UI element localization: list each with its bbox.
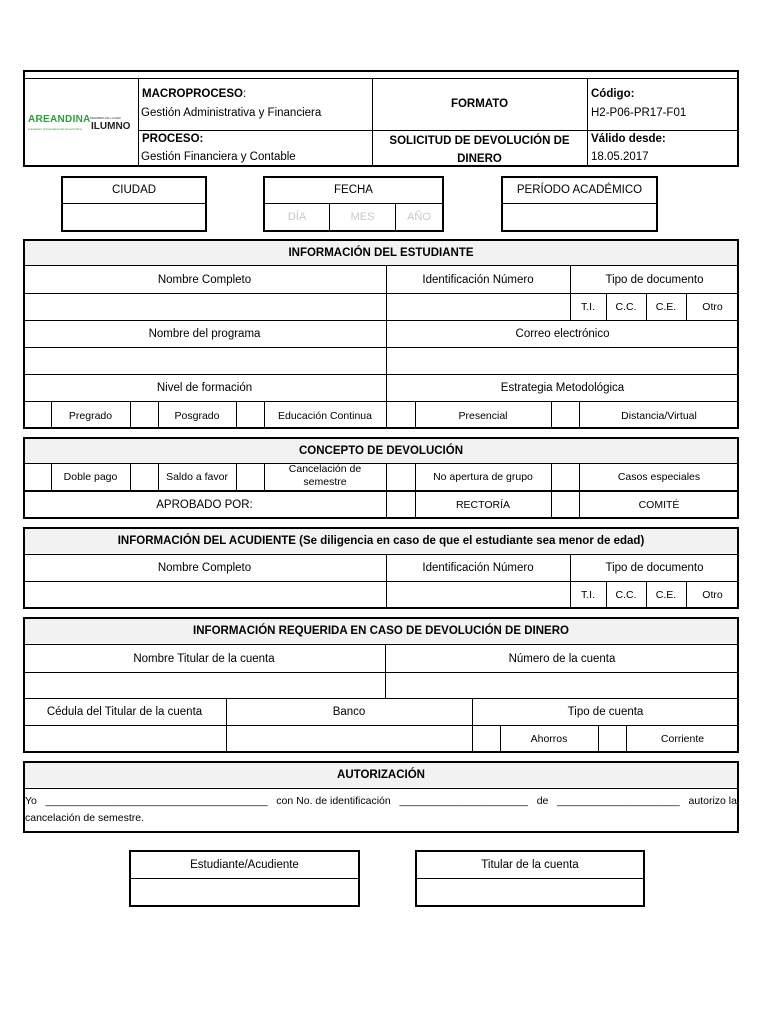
ciudad-label: CIUDAD — [111, 183, 157, 196]
saldo-favor-checkbox[interactable] — [130, 464, 158, 490]
presencial-checkbox[interactable] — [386, 402, 415, 429]
tipo-cuenta-label: Tipo de cuenta — [567, 706, 644, 718]
student-tipo-documento-label: Tipo de documento — [605, 273, 704, 286]
guardian-doc-cc[interactable]: C.C. — [615, 589, 637, 601]
logo-tagline: Fundación Universitaria del Área Andina — [28, 127, 82, 131]
comite-checkbox[interactable] — [551, 492, 579, 518]
guardian-tipo-documento-label: Tipo de documento — [605, 562, 704, 574]
concept-title: CONCEPTO DE DEVOLUCIÓN — [25, 439, 737, 463]
authorization-end-text: autorizo la — [688, 795, 737, 807]
authorization-de-text: de — [536, 795, 549, 807]
student-estrategia-label: Estrategia Metodológica — [500, 382, 625, 394]
codigo-value: H2-P06-PR17-F01 — [591, 107, 687, 119]
student-identificacion-label: Identificación Número — [422, 273, 534, 286]
student-doc-ti[interactable]: T.I. — [580, 301, 595, 313]
ciudad-input[interactable] — [63, 204, 205, 230]
ahorros-label: Ahorros — [530, 733, 568, 745]
guardian-nombre-label: Nombre Completo — [157, 562, 252, 574]
header-top-rule — [23, 78, 739, 79]
student-identificacion-input[interactable] — [387, 294, 569, 320]
authorization-name-blank[interactable]: ______________________________________ — [45, 795, 268, 807]
student-correo-input[interactable] — [387, 348, 737, 374]
guardian-identificacion-label: Identificación Número — [422, 562, 534, 574]
fecha-mes-input[interactable]: MES — [350, 211, 375, 223]
authorization-id-text: con No. de identificación — [276, 795, 391, 807]
authorization-city-blank[interactable]: _____________________ — [557, 795, 680, 807]
titular-label: Nombre Titular de la cuenta — [133, 652, 275, 665]
signature-estudiante-label: Estudiante/Acudiente — [190, 858, 299, 871]
guardian-doc-otro[interactable]: Otro — [702, 589, 723, 601]
rectoria-label: RECTORÍA — [455, 499, 511, 511]
distancia-checkbox[interactable] — [551, 402, 579, 429]
student-correo-label: Correo electrónico — [515, 328, 610, 340]
student-doc-otro[interactable]: Otro — [702, 301, 723, 313]
rectoria-checkbox[interactable] — [386, 492, 415, 518]
doble-pago-checkbox[interactable] — [25, 464, 51, 490]
student-doc-cc[interactable]: C.C. — [615, 301, 637, 313]
signature-titular-field[interactable] — [417, 879, 643, 905]
macroproceso-value: Gestión Administrativa y Financiera — [141, 107, 322, 119]
presencial-label: Presencial — [458, 409, 508, 422]
periodo-label: PERÍODO ACADÉMICO — [516, 183, 643, 196]
logo-brand: AREANDINA — [28, 114, 91, 125]
banco-label: Banco — [332, 706, 366, 718]
logo-member-of: MIEMBRO DE LA RED — [90, 116, 121, 120]
macroproceso-label: MACROPROCESO: — [142, 88, 247, 100]
no-apertura-checkbox[interactable] — [386, 464, 415, 490]
student-nombre-label: Nombre Completo — [157, 273, 252, 286]
signature-titular-label: Titular de la cuenta — [481, 858, 579, 871]
logo-network: ILUMNO — [91, 121, 131, 132]
authorization-line2: cancelación de semestre. — [25, 812, 145, 824]
student-programa-label: Nombre del programa — [148, 328, 261, 340]
guardian-title: INFORMACIÓN DEL ACUDIENTE (Se diligencia en caso de que el estudiante sea menor de edad) — [25, 529, 737, 553]
authorization-id-blank[interactable]: ______________________ — [399, 795, 528, 807]
periodo-input[interactable] — [503, 204, 656, 230]
guardian-doc-ti[interactable]: T.I. — [580, 589, 595, 601]
corriente-label: Corriente — [660, 733, 705, 745]
corriente-checkbox[interactable] — [598, 726, 626, 752]
ahorros-checkbox[interactable] — [473, 726, 500, 752]
cedula-input[interactable] — [25, 726, 225, 752]
numero-cuenta-label: Número de la cuenta — [508, 652, 616, 665]
student-programa-input[interactable] — [25, 348, 385, 374]
formato-label: FORMATO — [450, 98, 509, 110]
authorization-line1 — [25, 795, 737, 807]
distancia-label: Distancia/Virtual — [621, 409, 697, 422]
no-apertura-label: No apertura de grupo — [433, 471, 533, 483]
authorization-yo: Yo — [25, 795, 37, 807]
fecha-label: FECHA — [334, 183, 373, 196]
saldo-favor-label: Saldo a favor — [166, 471, 228, 483]
signature-estudiante-field[interactable] — [131, 879, 358, 905]
guardian-doc-ce[interactable]: C.E. — [655, 589, 677, 601]
student-nivel-label: Nivel de formación — [156, 382, 253, 394]
aprobado-por-label: APROBADO POR: — [156, 499, 253, 511]
student-title: INFORMACIÓN DEL ESTUDIANTE — [25, 241, 737, 265]
codigo-label: Código: — [591, 88, 635, 100]
proceso-label: PROCESO: — [142, 133, 204, 145]
cancelacion-checkbox[interactable] — [236, 464, 264, 490]
pregrado-checkbox[interactable] — [25, 402, 51, 429]
proceso-value: Gestión Financiera y Contable — [141, 151, 296, 163]
casos-especiales-label: Casos especiales — [617, 471, 701, 483]
titular-input[interactable] — [25, 673, 384, 698]
comite-label: COMITÉ — [638, 499, 680, 511]
student-doc-ce[interactable]: C.E. — [655, 301, 677, 313]
pregrado-label: Pregrado — [68, 409, 113, 422]
banco-input[interactable] — [227, 726, 471, 752]
logo — [26, 110, 136, 140]
form-title: SOLICITUD DE DEVOLUCIÓN DE DINERO — [389, 135, 570, 165]
cedula-label: Cédula del Titular de la cuenta — [46, 706, 203, 718]
student-nombre-input[interactable] — [25, 294, 385, 320]
fecha-dia-input[interactable]: DÍA — [287, 211, 307, 223]
guardian-nombre-input[interactable] — [25, 582, 385, 608]
educacion-continua-checkbox[interactable] — [236, 402, 264, 429]
casos-especiales-checkbox[interactable] — [551, 464, 579, 490]
posgrado-label: Posgrado — [174, 409, 220, 422]
numero-cuenta-input[interactable] — [386, 673, 737, 698]
authorization-title: AUTORIZACIÓN — [25, 763, 737, 787]
fecha-anio-input[interactable]: AÑO — [407, 211, 431, 223]
guardian-identificacion-input[interactable] — [387, 582, 569, 608]
posgrado-checkbox[interactable] — [130, 402, 158, 429]
doble-pago-label: Doble pago — [63, 471, 118, 483]
cancelacion-label: Cancelación de semestre — [288, 463, 362, 488]
bank-title: INFORMACIÓN REQUERIDA EN CASO DE DEVOLUCIÓN DE DINERO — [25, 619, 737, 643]
valido-label: Válido desde: — [591, 133, 666, 145]
educacion-continua-label: Educación Continua — [278, 409, 372, 422]
valido-value: 18.05.2017 — [591, 151, 649, 163]
